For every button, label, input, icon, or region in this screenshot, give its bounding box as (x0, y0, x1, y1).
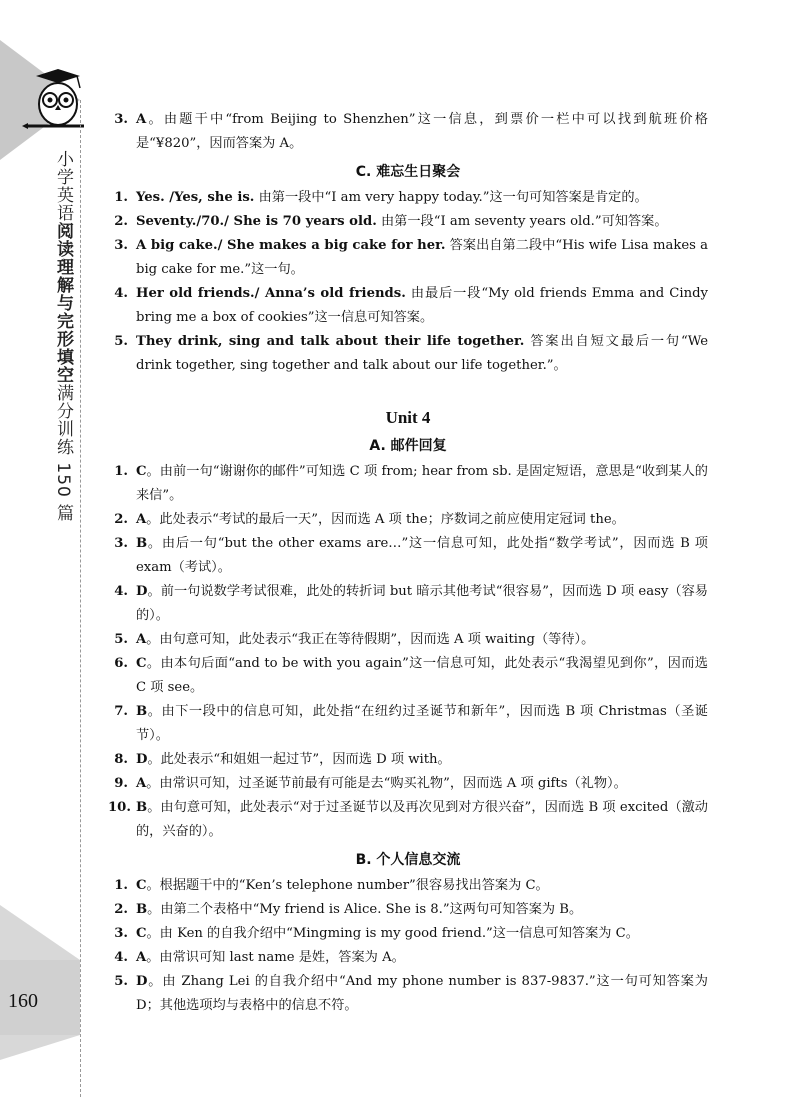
answer-item: 4. D。前一句说数学考试很难，此处的转折词 but 暗示其他考试“很容易”，因而选 D 项 easy（容易的）。 (114, 584, 708, 623)
answer-item: 3. C。由 Ken 的自我介绍中“Mingming is my good friend.”这一信息可知答案为 C。 (114, 926, 639, 941)
unit-title: Unit 4 (385, 408, 431, 427)
answer-item: 5. They drink, sing and talk about their life together. 答案出自短文最后一句“We drink together, sing together and talk about our life together.”。 (114, 334, 708, 373)
side-book-title: 小学英语阅读理解与完形填空满分训练 150 篇 (53, 150, 73, 523)
answer-item: 7. B。由下一段中的信息可知，此处指“在纽约过圣诞节和新年”，因而选 B 项 Christmas（圣诞节）。 (114, 704, 708, 743)
answer-item: 2. A。此处表示“考试的最后一天”，因而选 A 项 the；序数词之前应使用定冠词 the。 (114, 512, 625, 527)
section-heading: B. 个人信息交流 (355, 852, 461, 868)
answer-item: 9. A。由常识可知，过圣诞节前最有可能是去“购买礼物”，因而选 A 项 gifts（礼物）。 (114, 776, 627, 791)
section-heading: A. 邮件回复 (369, 438, 447, 454)
answer-item: 1. C。由前一句“谢谢你的邮件”可知选 C 项 from; hear from sb. 是固定短语，意思是“收到某人的来信”。 (114, 464, 708, 503)
answer-item: 10. B。由句意可知，此处表示“对于过圣诞节以及再次见到对方很兴奋”，因而选 B 项 excited（激动的，兴奋的）。 (108, 800, 708, 839)
margin-dashed-line (80, 100, 81, 1097)
answer-item: 2. B。由第二个表格中“My friend is Alice. She is 8.”这两句可知答案为 B。 (114, 902, 583, 917)
answer-item: 3. B。由后一句“but the other exams are…”这一信息可知，此处指“数学考试”，因而选 B 项 exam（考试）。 (114, 536, 708, 575)
answer-item: 3. A。由题干中“from Beijing to Shenzhen”这一信息，到票价一栏中可以找到航班价格是“¥820”，因而答案为 A。 (114, 112, 708, 151)
page-number: 160 (8, 990, 38, 1012)
answer-item: 4. Her old friends./ Anna’s old friends. 由最后一段“My old friends Emma and Cindy bring me a box of cookies”这一信息可知答案。 (114, 286, 708, 325)
answer-item: 1. Yes. /Yes, she is. 由第一段中“I am very happy today.”这一句可知答案是肯定的。 (114, 190, 648, 205)
answer-item: 8. D。此处表示“和姐姐一起过节”，因而选 D 项 with。 (114, 752, 451, 767)
answer-item: 3. A big cake./ She makes a big cake for her. 答案出自第二段中“His wife Lisa makes a big cake for me.”这一句。 (114, 238, 708, 277)
answer-content (108, 108, 708, 1018)
owl-logo-icon (22, 66, 86, 136)
answer-item: 2. Seventy./70./ She is 70 years old. 由第一段“I am seventy years old.”可知答案。 (114, 214, 668, 229)
section-heading: C. 难忘生日聚会 (355, 164, 461, 180)
answer-item: 4. A。由常识可知 last name 是姓，答案为 A。 (114, 950, 405, 965)
answer-item: 5. A。由句意可知，此处表示“我正在等待假期”，因而选 A 项 waiting（等待）。 (114, 632, 595, 647)
answer-item: 5. D。由 Zhang Lei 的自我介绍中“And my phone number is 837-9837.”这一句可知答案为 D；其他选项均与表格中的信息不符。 (114, 974, 708, 1013)
answer-item: 6. C。由本句后面“and to be with you again”这一信息可知，此处表示“我渴望见到你”，因而选 C 项 see。 (114, 656, 708, 695)
answer-item: 1. C。根据题干中的“Ken’s telephone number”很容易找出答案为 C。 (114, 878, 549, 893)
